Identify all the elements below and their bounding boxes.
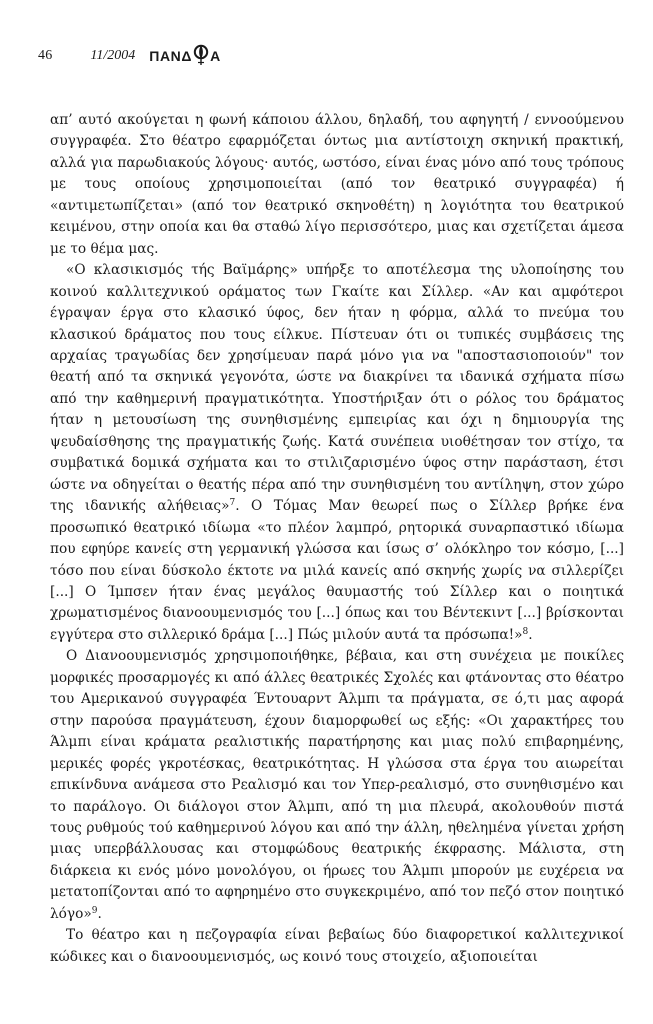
paragraph-4 xyxy=(50,925,624,968)
journal-logo xyxy=(149,44,221,69)
paragraph-3 xyxy=(50,646,624,925)
pandora-logo-icon xyxy=(193,44,209,69)
paragraph-3-text: Ο Διανοουμενισμός χρησιμοποιήθηκε, βέβαια, και στη συνέχεια με ποικίλες μορφικές προσαρμογές κι από άλλες θεατρικές Σχολές και φτάνοντας στο θέατρο του Αμερικανού συγγραφέα Έντουαρντ Άλμπι τα πράγματα, σε ό,τι μας αφορά στην παρούσα πραγμάτευση, έχουν διαμορφωθεί ως εξής: «Οι χαρακτήρες του Άλμπι είναι κράματα ρεαλιστικής παρατήρησης και μιας πολύ επιβαρημένης, μερικές φορές γκροτέσκας, θεατρικότητας. Η γλώσσα στα έργα του αιωρείται επικίνδυνα ανάμεσα στο Ρεαλισμό και τον Υπερ-ρεαλισμό, στο συνηθισμένο και το παράλογο. Οι διάλογοι στον Άλμπι, από τη μια πλευρά, ακολουθούν πιστά τους ρυθμούς τού καθημερινού λόγου και από την άλλη, ηθελημένα γίνεται χρήση μιας υπερβάλλουσας και στομφώδους θεατρικής έκφρασης. Μάλιστα, στη διάρκεια κι ενός μόνο μονολόγου, οι ήρωες του Άλμπι μπορούν με ευχέρεια να μετατοπίζονται από το αφηρημένο στο συγκεκριμένο, από τον πεζό στον ποιητικό λόγο» xyxy=(50,648,624,922)
logo-text-start: ΠΑΝΔ xyxy=(149,48,193,64)
footnote-ref-7: 7 xyxy=(229,498,236,509)
paragraph-2-text-end: . xyxy=(528,626,533,643)
issue-number: 11/2004 xyxy=(90,48,136,63)
logo-text-end: Α xyxy=(210,48,221,64)
page-number: 46 xyxy=(38,48,53,63)
running-header xyxy=(38,44,221,68)
paragraph-3-text-end: . xyxy=(97,905,102,922)
footnote-ref-9: 9 xyxy=(91,905,98,916)
footnote-ref-8: 8 xyxy=(522,626,529,637)
paragraph-4-text: Το θέατρο και η πεζογραφία είναι βεβαίως δύο διαφορετικοί καλλιτεχνικοί κώδικες και ο διανοουμενισμός, ως κοινό τους στοιχείο, αξιοποιείται xyxy=(50,927,624,965)
article-body xyxy=(50,110,624,968)
paragraph-2-text-cont: . Ο Τόμας Μαν θεωρεί πως ο Σίλλερ βρήκε ένα προσωπικό θεατρικό ιδίωμα «το πλέον λαμπρό, ρητορικά συναρπαστικό ιδίωμα που εφηύρε κανείς στη γερμανική γλώσσα και ίσως σ’ ολόκληρο τον κόσμο, [...] τόσο που είναι δύσκολο έκτοτε να μιλά κανείς από σκηνής χωρίς να σιλλερίζει [...] Ο Ίμπσεν ήταν ένας μεγάλος θαυμαστής τού Σίλλερ και ο ποιητικά χρωματισμένος διανοουμενισμός του [...] όπως και του Βέντεκιντ [...] βρίσκονται εγγύτερα στο σιλλερικό δράμα [...] Πώς μιλούν αυτά τα πρόσωπα!» xyxy=(50,498,624,643)
paragraph-2 xyxy=(50,260,624,646)
paragraph-1 xyxy=(50,110,624,260)
paragraph-1-text: απ’ αυτό ακούγεται η φωνή κάποιου άλλου, δηλαδή, του αφηγητή / εννοούμενου συγγραφέα. Στο θέατρο εφαρμόζεται όντως μια αντίστοιχη σκηνική πρακτική, αλλά για παρωδιακούς λόγους· αυτός, ωστόσο, είναι ένας μόνο από τους τρόπους με τους οποίους χρησιμοποιείται (από τον θεατρικό συγγραφέα) ή «αντιμετωπίζεται» (από τον θεατρικό σκηνοθέτη) η λογιότητα του θεατρικού κειμένου, στην οποία και θα σταθώ λίγο περισσότερο, μιας και σχετίζεται άμεσα με το θέμα μας. xyxy=(50,112,624,257)
paragraph-2-text: «Ο κλασικισμός τής Βαϊμάρης» υπήρξε το αποτέλεσμα της υλοποίησης του κοινού καλλιτεχνικού οράματος των Γκαίτε και Σίλλερ. «Αν και αμφότεροι έγραψαν έργα στο κλασικό ύφος, δεν ήταν η φόρμα, αλλά το πνεύμα του κλασικού δράματος που τους είλκυε. Πίστευαν ότι οι τυπικές συμβάσεις της αρχαίας τραγωδίας δεν χρησίμευαν παρά μόνο για να "αποστασιοποιούν" τον θεατή από τα σκηνικά γεγονότα, ώστε να διακρίνει τα ιδανικά σχήματα πίσω από την καθημερινή πραγματικότητα. Υποστήριξαν ότι ο ρόλος του δράματος ήταν η μετουσίωση της συνηθισμένης εμπειρίας και όχι η δημιουργία της ψευδαίσθησης της πραγματικής ζωής. Κατά συνέπεια υιοθέτησαν τον στίχο, τα συμβατικά δομικά σχήματα και το στιλιζαρισμένο ύφος στην παράσταση, έτσι ώστε να οδηγείται ο θεατής πέρα από την συνηθισμένη του αντίληψη, στον χώρο της ιδανικής αλήθειας» xyxy=(50,262,624,515)
